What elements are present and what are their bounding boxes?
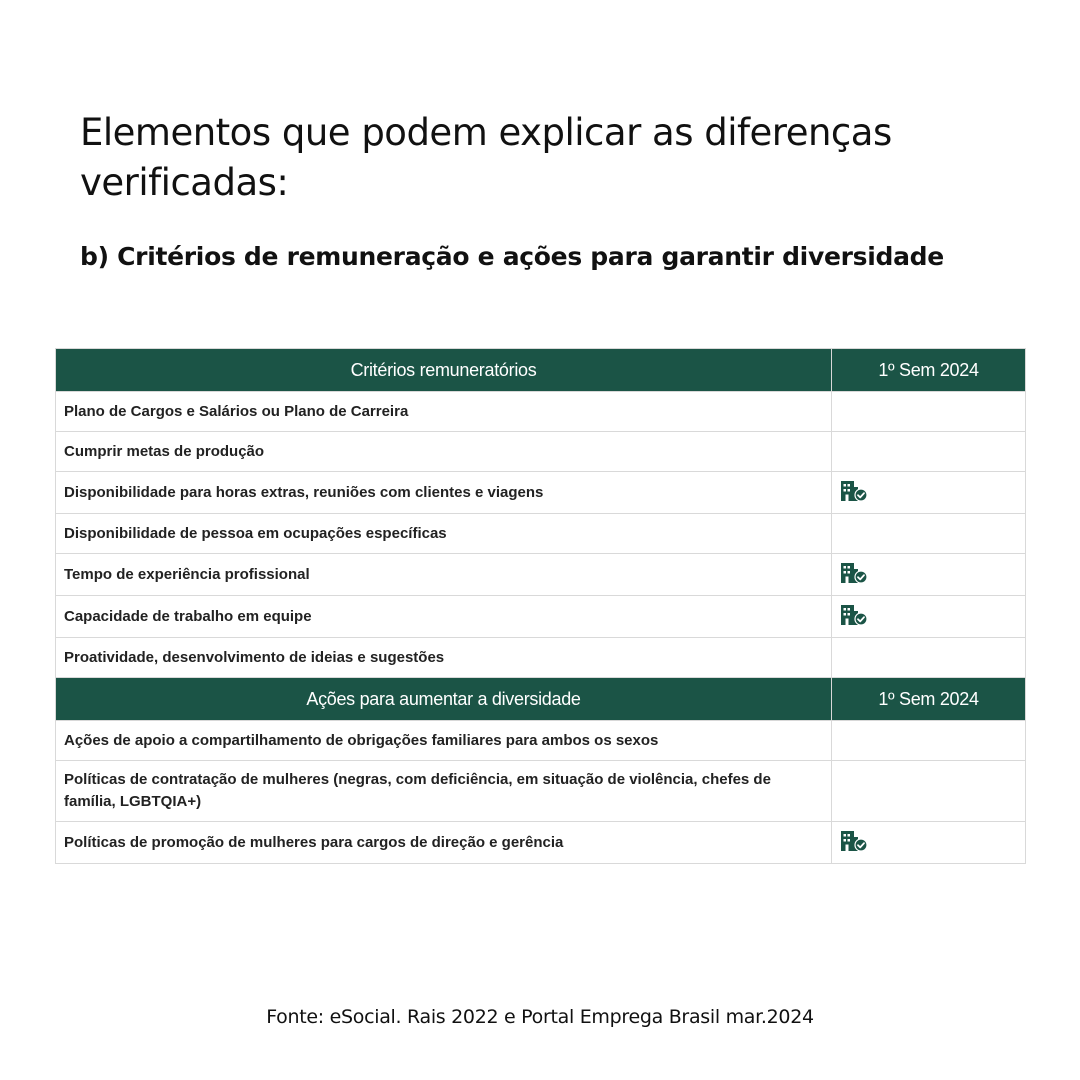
table-row bbox=[56, 514, 1026, 554]
criterion-mark-cell bbox=[832, 761, 1026, 822]
table-section-header bbox=[56, 349, 1026, 392]
table-row bbox=[56, 822, 1026, 864]
criterion-label: Disponibilidade para horas extras, reuniões com clientes e viagens bbox=[56, 472, 832, 514]
criterion-label: Tempo de experiência profissional bbox=[56, 554, 832, 596]
criterion-mark-cell bbox=[832, 514, 1026, 554]
table-row bbox=[56, 761, 1026, 822]
table-row bbox=[56, 596, 1026, 638]
criterion-label: Capacidade de trabalho em equipe bbox=[56, 596, 832, 638]
section-header-title: Ações para aumentar a diversidade bbox=[56, 678, 832, 721]
criterion-label: Cumprir metas de produção bbox=[56, 432, 832, 472]
criterion-mark-cell bbox=[832, 392, 1026, 432]
criterion-label: Políticas de contratação de mulheres (negras, com deficiência, em situação de violência, chefes de família, LGBTQIA+) bbox=[56, 761, 832, 822]
page-title: Elementos que podem explicar as diferenças verificadas: bbox=[80, 111, 892, 204]
section-header-period: 1º Sem 2024 bbox=[832, 349, 1026, 392]
criterion-mark-cell bbox=[832, 554, 1026, 596]
criterion-label: Disponibilidade de pessoa em ocupações específicas bbox=[56, 514, 832, 554]
criterion-mark-cell bbox=[832, 638, 1026, 678]
building-check-icon bbox=[840, 562, 868, 584]
table-row bbox=[56, 392, 1026, 432]
criterion-mark-cell bbox=[832, 472, 1026, 514]
section-header-title: Critérios remuneratórios bbox=[56, 349, 832, 392]
criterion-mark-cell bbox=[832, 822, 1026, 864]
table-row bbox=[56, 554, 1026, 596]
table-row bbox=[56, 472, 1026, 514]
section-header-period: 1º Sem 2024 bbox=[832, 678, 1026, 721]
criterion-mark-cell bbox=[832, 596, 1026, 638]
criteria-table-body bbox=[56, 349, 1026, 864]
table-section-header bbox=[56, 678, 1026, 721]
table-row bbox=[56, 721, 1026, 761]
criteria-table bbox=[55, 348, 1026, 864]
page-subtitle: b) Critérios de remuneração e ações para garantir diversidade bbox=[80, 242, 944, 271]
criterion-label: Plano de Cargos e Salários ou Plano de Carreira bbox=[56, 392, 832, 432]
table-row bbox=[56, 432, 1026, 472]
criterion-label: Ações de apoio a compartilhamento de obrigações familiares para ambos os sexos bbox=[56, 721, 832, 761]
criterion-label: Políticas de promoção de mulheres para cargos de direção e gerência bbox=[56, 822, 832, 864]
source-note: Fonte: eSocial. Rais 2022 e Portal Emprega Brasil mar.2024 bbox=[266, 1006, 814, 1028]
criterion-label: Proatividade, desenvolvimento de ideias e sugestões bbox=[56, 638, 832, 678]
criterion-mark-cell bbox=[832, 432, 1026, 472]
building-check-icon bbox=[840, 830, 868, 852]
building-check-icon bbox=[840, 480, 868, 502]
criterion-mark-cell bbox=[832, 721, 1026, 761]
table-row bbox=[56, 638, 1026, 678]
building-check-icon bbox=[840, 604, 868, 626]
